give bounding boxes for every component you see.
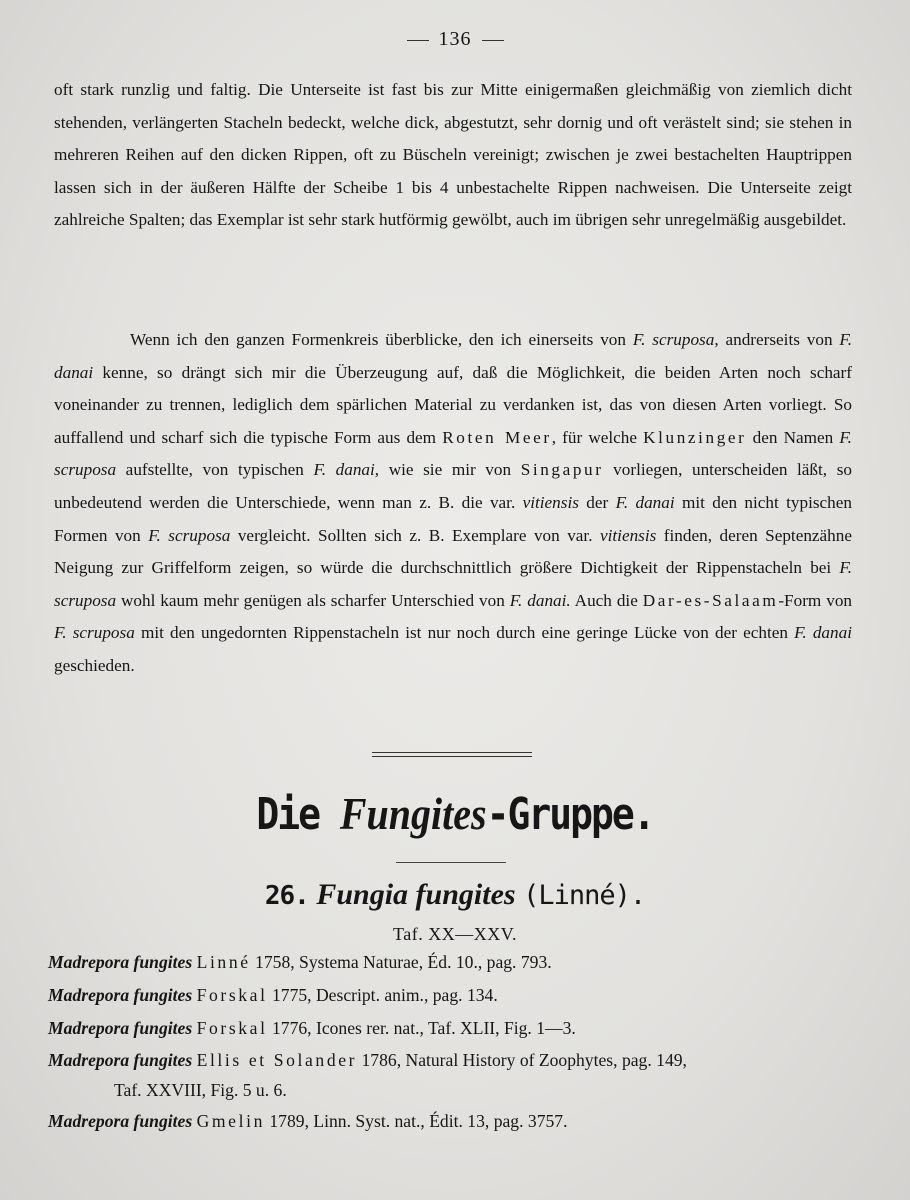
taxon-name: F. scruposa	[632, 330, 715, 349]
text-run: vorliegen, unterscheiden läßt, so unbedeutend werden die Unterschiede, wenn man z. B. die var.	[54, 460, 852, 512]
text-run: mit den nicht typischen Formen von	[54, 492, 852, 545]
synonym-entry	[48, 979, 858, 1012]
page-number-dash-right	[482, 40, 504, 41]
text-run: mit den ungedornten Rippenstacheln ist nur noch durch eine geringe Lücke von der echten	[134, 623, 795, 643]
text-run: wie sie mir von	[379, 460, 521, 480]
text-run: aufstellte, von typischen	[116, 460, 314, 480]
text-run: finden, deren Septenzähne Neigung zur Griffelform zeigen, so würde die durchschnittlich größere Dichtigkeit der Rippenstacheln bei	[54, 525, 852, 578]
taxon-name: vitiensis	[522, 492, 579, 512]
text-run: geschieden.	[54, 655, 135, 675]
synonym-author: Forskal	[196, 985, 268, 1005]
taxon-name: F. danai	[54, 330, 852, 382]
text-run: wohl kaum mehr genügen als scharfer Unterschied von	[116, 590, 510, 610]
text-run: , andrerseits von	[714, 330, 840, 349]
paragraph-continued	[54, 74, 852, 237]
synonym-taxon: Madrepora fungites	[48, 985, 193, 1005]
synonym-citation-continued: Taf. XXVIII, Fig. 5 u. 6.	[114, 1080, 287, 1100]
synonym-entry	[48, 946, 858, 979]
synonym-citation: 1758, Systema Naturae, Éd. 10., pag. 793.	[255, 952, 552, 972]
species-author: (Linné).	[523, 880, 646, 911]
text-run: kenne, so drängt sich mir die Überzeugung auf, daß die Möglichkeit, die beiden Arten noch scharf voneinander zu trennen, lediglich dem spärlichen Material zu verdanken ist, das von diesen Arten vorliegt. So auffallend und scharf sich die typische Form aus dem	[54, 362, 852, 447]
synonym-citation: 1775, Descript. anim., pag. 134.	[271, 985, 498, 1005]
text-run: der	[578, 492, 616, 512]
taxon-name: F. scruposa	[148, 525, 231, 545]
synonym-taxon: Madrepora fungites	[48, 1111, 193, 1131]
group-heading-genus: Fungites	[339, 787, 487, 840]
spaced-name: Klunzinger	[643, 427, 747, 447]
synonym-citation: 1786, Natural History of Zoophytes, pag. 149,	[361, 1050, 687, 1070]
taxon-name: vitiensis	[599, 525, 657, 545]
text-run: vergleicht. Sollten sich z. B. Exemplare von var.	[230, 525, 600, 545]
synonym-entry	[48, 1045, 858, 1105]
taxon-name: F. danai.	[509, 590, 571, 610]
spaced-name: Roten Meer	[442, 427, 552, 447]
taxon-name: F. danai	[794, 623, 852, 643]
species-number: 26.	[264, 881, 309, 911]
synonym-citation: 1776, Icones rer. nat., Taf. XLII, Fig. 1—3.	[271, 1018, 576, 1038]
spaced-name: Dar-es-Salaam	[642, 590, 779, 610]
taxon-name: F. scruposa	[54, 623, 135, 643]
species-heading	[0, 878, 910, 912]
group-heading: Die Fungites-Gruppe.	[256, 787, 654, 840]
synonym-taxon: Madrepora fungites	[48, 952, 193, 972]
synonymy-list	[48, 946, 858, 1138]
synonym-author: Linné	[196, 952, 251, 972]
synonym-taxon: Madrepora fungites	[48, 1050, 193, 1070]
taxon-name: F. scruposa	[54, 558, 852, 610]
taxon-name: F. scruposa	[54, 427, 852, 480]
taxon-name: F. danai	[615, 492, 675, 512]
page-number: 136	[0, 28, 910, 51]
text-run: Auch die	[570, 590, 643, 610]
synonym-entry	[48, 1105, 858, 1138]
species-name: Fungia fungites	[316, 878, 516, 911]
paragraph-comparison	[54, 324, 852, 683]
page-number-dash-left	[407, 40, 429, 41]
section-divider-single	[396, 862, 506, 863]
spaced-name: Singapur	[520, 460, 604, 480]
synonym-entry	[48, 1012, 858, 1045]
synonym-author: Gmelin	[196, 1111, 265, 1131]
taxon-name: F. danai,	[313, 460, 380, 480]
section-divider-double	[372, 752, 532, 757]
synonym-author: Ellis et Solander	[196, 1050, 358, 1070]
text-run: , für welche	[551, 427, 644, 447]
text-run: Wenn ich den ganzen Formenkreis überblicke, den ich einerseits von	[130, 330, 633, 349]
paragraph-1-text: oft stark runzlig und faltig. Die Unterseite ist fast bis zur Mitte einigermaßen gleichmäßig von ziemlich dicht stehenden, verlängerten Stacheln bedeckt, welche dick, abgestutzt, sehr dornig und oft verästelt sind; sie stehen in mehreren Reihen auf den dicken Rippen, oft zu Büscheln vereinigt; zwischen je zwei bestachelten Hauptrippen lassen sich in der äußeren Hälfte der Scheibe 1 bis 4 unbestachelte Rippen nachweisen. Die Unterseite zeigt zahlreiche Spalten; das Exemplar ist sehr stark hutförmig gewölbt, auch im übrigen sehr unregelmäßig ausgebildet.	[54, 80, 852, 230]
text-run: -Form von	[778, 590, 853, 610]
paragraph-2-text	[54, 324, 852, 683]
synonym-taxon: Madrepora fungites	[48, 1018, 193, 1038]
text-run: den Namen	[746, 427, 840, 447]
synonym-author: Forskal	[196, 1018, 268, 1038]
plate-reference: Taf. XX—XXV.	[393, 924, 517, 944]
synonym-citation: 1789, Linn. Syst. nat., Édit. 13, pag. 3757.	[269, 1111, 568, 1131]
